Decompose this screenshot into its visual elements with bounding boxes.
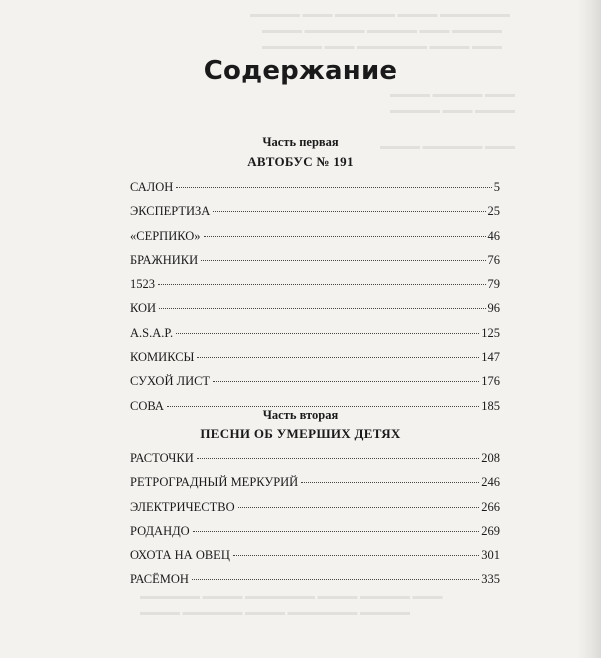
part-two-label: Часть вторая — [262, 408, 339, 422]
dot-leader — [204, 236, 486, 237]
toc-entry-page: 147 — [481, 350, 500, 365]
toc-entry-title: ЭКСПЕРТИЗА — [130, 204, 211, 219]
toc-entry — [130, 524, 500, 548]
toc-entry-title: РАСЁМОН — [130, 572, 189, 587]
toc-entry-page: 96 — [487, 301, 500, 316]
toc-entry-title: ЭЛЕКТРИЧЕСТВО — [130, 499, 235, 514]
toc-entry-page: 25 — [487, 204, 500, 219]
toc-entry-page: 176 — [481, 374, 500, 389]
toc-entry-page: 46 — [487, 228, 500, 243]
toc-entry — [130, 180, 500, 204]
toc-entry — [130, 204, 500, 228]
toc-entry-title: СУХОЙ ЛИСТ — [130, 374, 211, 389]
toc-entry — [130, 475, 500, 499]
dot-leader — [192, 579, 479, 580]
toc-entry — [130, 350, 500, 374]
dot-leader — [167, 406, 479, 407]
dot-leader — [176, 333, 479, 334]
show-through-texture: ▬▬▬▬▬ ▬▬▬ ▬▬▬▬▬▬ ▬▬▬▬ ▬▬▬▬▬▬▬ — [250, 9, 510, 20]
toc-entry — [130, 374, 500, 398]
dot-leader — [176, 187, 491, 188]
toc-entry-page: 301 — [481, 548, 500, 563]
toc-entry-title: ОХОТА НА ОВЕЦ — [130, 548, 230, 563]
toc-entry-title: РОДАНДО — [130, 523, 190, 538]
part-one-contents — [130, 180, 500, 423]
toc-entry-title: A.S.A.P. — [130, 325, 174, 340]
toc-entry-page: 79 — [487, 277, 500, 292]
toc-entry — [130, 572, 500, 596]
toc-entry — [130, 500, 500, 524]
dot-leader — [197, 458, 479, 459]
toc-entry-title: КОМИКСЫ — [130, 350, 195, 365]
toc-entry — [130, 277, 500, 301]
dot-leader — [193, 531, 480, 532]
part-one-label: Часть первая — [262, 135, 339, 149]
dot-leader — [301, 482, 479, 483]
toc-entry-title: РАСТОЧКИ — [130, 451, 194, 465]
dot-leader — [213, 211, 485, 212]
part-two-contents — [130, 451, 500, 597]
toc-entry — [130, 229, 500, 253]
show-through-texture: ▬▬▬▬ ▬▬▬▬▬▬ ▬▬▬▬▬ ▬▬▬ ▬▬▬▬▬ — [262, 25, 502, 36]
toc-entry-page: 76 — [487, 252, 500, 267]
toc-entry-page: 5 — [493, 180, 500, 194]
dot-leader — [158, 284, 486, 285]
toc-entry-title: СОВА — [130, 398, 164, 413]
show-through-texture: ▬▬▬▬ ▬▬▬▬▬▬ ▬▬▬ — [380, 141, 515, 152]
part-two-title: ПЕСНИ ОБ УМЕРШИХ ДЕТЯХ — [200, 426, 401, 441]
toc-entry-title: САЛОН — [130, 180, 174, 194]
toc-entry-page: 208 — [481, 451, 500, 465]
toc-entry-page: 335 — [481, 572, 500, 587]
toc-entry — [130, 548, 500, 572]
show-through-texture: ▬▬▬▬▬▬ ▬▬▬ ▬▬▬▬▬▬▬ ▬▬▬▬ ▬▬▬ — [262, 41, 502, 52]
toc-entry — [130, 301, 500, 325]
dot-leader — [201, 260, 485, 261]
dot-leader — [197, 357, 479, 358]
toc-entry-page: 125 — [481, 325, 500, 340]
dot-leader — [233, 555, 479, 556]
toc-entry — [130, 253, 500, 277]
toc-entry-title: 1523 — [130, 277, 155, 292]
toc-entry-title: БРАЖНИКИ — [130, 252, 199, 267]
dot-leader — [238, 507, 480, 508]
dot-leader — [213, 381, 479, 382]
toc-entry-page: 185 — [481, 398, 500, 413]
toc-entry — [130, 326, 500, 350]
toc-entry — [130, 451, 500, 475]
show-through-texture: ▬▬▬▬ ▬▬▬▬▬ ▬▬▬ — [390, 89, 515, 100]
toc-entry-page: 266 — [481, 499, 500, 514]
toc-entry-page: 246 — [481, 475, 500, 490]
show-through-texture: ▬▬▬▬▬▬ ▬▬▬▬ ▬▬▬▬▬▬▬ ▬▬▬▬ ▬▬▬▬▬ ▬▬▬ — [140, 591, 443, 602]
toc-entry-page: 269 — [481, 523, 500, 538]
part-one-title: АВТОБУС № 191 — [247, 154, 354, 169]
toc-entry-title: РЕТРОГРАДНЫЙ МЕРКУРИЙ — [130, 475, 299, 490]
show-through-texture: ▬▬▬▬ ▬▬▬▬▬▬ ▬▬▬▬ ▬▬▬▬▬▬▬ ▬▬▬▬▬ — [140, 607, 410, 618]
page-title: Содержание — [203, 56, 398, 86]
toc-entry-title: КОИ — [130, 301, 157, 316]
toc-entry-title: «СЕРПИКО» — [130, 228, 201, 243]
show-through-texture: ▬▬▬▬▬ ▬▬▬ ▬▬▬▬ — [390, 105, 515, 116]
dot-leader — [159, 308, 485, 309]
